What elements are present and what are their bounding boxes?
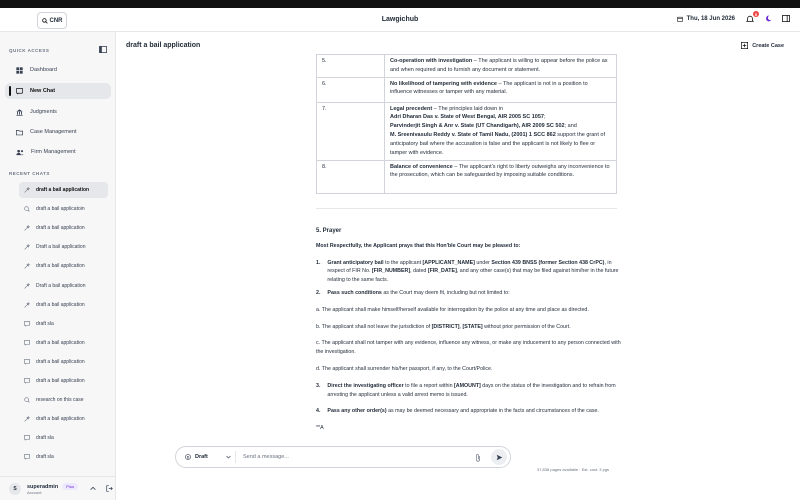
mode-label: Draft xyxy=(195,454,208,460)
pages-cost-info: 37,838 pages available · Est. cost: 3 pgs xyxy=(537,467,610,472)
search-doc-icon xyxy=(24,206,30,212)
item-span: under xyxy=(474,259,492,266)
draft-mode-icon xyxy=(185,454,191,460)
grounds-table xyxy=(316,54,617,194)
sidebar xyxy=(0,32,116,500)
prayer-intro: Most Respectfully, the Applicant prays that this Hon'ble Court may be pleased to: xyxy=(316,242,521,249)
recent-chat-item[interactable] xyxy=(19,297,108,313)
spark-icon xyxy=(24,263,30,269)
recent-chats-label: RECENT CHATS xyxy=(9,171,50,176)
item-text xyxy=(327,259,621,285)
item-bold: Pass any other order(s) xyxy=(327,408,387,415)
theme-toggle-button[interactable] xyxy=(765,15,772,24)
chat-icon xyxy=(24,378,30,384)
message-input[interactable]: Send a message... xyxy=(243,454,289,460)
search-doc-icon xyxy=(24,397,30,403)
bell-icon xyxy=(746,15,754,23)
condition-d: d. The applicant shall surrender his/her passport, if any, to the Court/Police. xyxy=(316,365,493,372)
row-text xyxy=(385,77,617,102)
recent-chat-label: Draft a bail application xyxy=(36,244,86,251)
sidebar-item-label: Firm Management xyxy=(31,149,76,155)
recent-chat-label: draft a bail application xyxy=(36,263,85,270)
users-icon xyxy=(16,149,24,156)
recent-chat-item[interactable] xyxy=(19,201,108,217)
recent-chat-label: draft a bail application xyxy=(36,339,85,346)
prayer-section xyxy=(316,227,621,433)
item-number: 4. xyxy=(316,408,321,415)
recent-chat-label: draft a bail application xyxy=(36,358,85,365)
item-span: to file a report within xyxy=(403,382,455,389)
spark-icon xyxy=(24,283,30,289)
item-bold: [APPLICANT_NAME] xyxy=(422,259,475,266)
item-bold: [FIR_DATE] xyxy=(427,268,457,275)
calendar-icon xyxy=(677,16,683,22)
bank-icon xyxy=(16,109,23,116)
app-title: Lawgichub xyxy=(381,16,419,23)
row-text xyxy=(385,160,617,193)
plan-badge: Plus xyxy=(62,483,78,490)
item-text xyxy=(327,289,509,298)
mode-select[interactable] xyxy=(185,451,236,463)
prayer-item xyxy=(316,289,621,298)
date-display xyxy=(677,16,735,22)
create-case-button[interactable] xyxy=(741,42,784,49)
recent-chat-label: draft sla xyxy=(36,435,54,442)
item-span: without prior permission of the Court. xyxy=(482,323,571,330)
document-table-area xyxy=(316,54,617,194)
item-text xyxy=(327,382,621,400)
row-text: Legal precedent – The principles laid down in Adri Dharan Das v. State of West Bengal, AIR 2005 SC 1057; Parvinderjit Singh & Anr v. State (UT Chandigarh), AIR 2009 SC 502; and M. Sreenivasulu Reddy v. State of Tamil Nadu, (2001) 1 SCC 862 support the grant of anticipatory bail where the accusation is false and the applicant is not likely to flee or tamper with evidence. xyxy=(385,102,617,160)
item-bold: Grant anticipatory bail xyxy=(327,259,384,266)
sidebar-item-new-chat[interactable] xyxy=(5,83,111,99)
prayer-item xyxy=(316,407,621,416)
case-citation: M. Sreenivasulu Reddy v. State of Tamil Nadu, (2001) 1 SCC 862 xyxy=(390,131,556,138)
trailing-text: **A xyxy=(316,425,324,432)
table-row xyxy=(317,160,617,193)
date-text: Thu, 18 Jun 2026 xyxy=(686,16,735,22)
item-bold: Pass such conditions xyxy=(327,289,382,296)
chevron-up-icon[interactable] xyxy=(90,486,96,491)
row-text xyxy=(385,55,617,78)
user-name: superadmin xyxy=(27,483,59,490)
item-bold: [DISTRICT] xyxy=(431,323,460,330)
chevron-down-icon xyxy=(226,455,231,459)
panel-icon xyxy=(782,15,790,22)
recent-chat-label: draft a bail application xyxy=(36,187,90,193)
row-heading: Co-operation with investigation xyxy=(390,58,473,64)
sidebar-item-label: New Chat xyxy=(30,88,56,94)
avatar: S xyxy=(9,483,21,495)
condition-c: c. The applicant shall not tamper with any evidence, influence any witness, or make any inducement to any person connected with the investigation. xyxy=(316,340,621,356)
top-header xyxy=(0,8,800,32)
notifications-button[interactable] xyxy=(745,11,758,24)
row-body: – The applicant is willing to appear before the police as and when required and to furnish any document or statement. xyxy=(390,58,608,73)
recent-chat-item[interactable] xyxy=(19,449,108,465)
row-heading: No likelihood of tampering with evidence xyxy=(390,80,497,87)
recent-chat-label: draft sla xyxy=(36,454,54,461)
table-row xyxy=(317,55,617,78)
spark-icon xyxy=(24,225,30,231)
notification-badge: 5 xyxy=(754,11,758,17)
recent-chat-label: draft a bail application xyxy=(36,378,85,384)
prayer-item xyxy=(316,382,621,400)
recent-chat-item[interactable] xyxy=(19,373,108,389)
send-icon xyxy=(496,454,503,461)
recent-chat-label: draft a bail application xyxy=(36,225,85,232)
section-divider xyxy=(316,208,617,209)
recent-chat-item[interactable] xyxy=(19,392,108,408)
row-heading: Balance of convenience xyxy=(390,163,453,170)
recent-chat-item[interactable] xyxy=(19,411,108,427)
chat-icon xyxy=(24,454,30,460)
folder-icon xyxy=(16,129,23,136)
moon-icon xyxy=(765,15,772,22)
item-span: days on the status of the investigation and to refrain from arresting the applicant unless a valid arrest memo is issued. xyxy=(327,382,616,398)
row-number: 7. xyxy=(317,102,385,160)
item-span: , in respect of FIR No. xyxy=(327,259,612,275)
spark-icon xyxy=(24,302,30,308)
item-bold: Section 439 BNSS (former Section 438 CrPC) xyxy=(491,259,605,266)
message-composer xyxy=(175,446,511,468)
recent-chat-label: draft sla xyxy=(36,320,54,327)
recent-chat-label: draft a bail applicatoin xyxy=(36,206,85,213)
condition-b xyxy=(316,323,621,332)
recent-chat-item[interactable] xyxy=(19,316,108,332)
quick-access-label: QUICK ACCESS xyxy=(9,48,50,53)
recent-chat-label: research on this case xyxy=(36,397,84,404)
cnr-label: CNR xyxy=(49,17,63,24)
chat-icon xyxy=(24,435,30,441)
sidebar-item-case-management[interactable] xyxy=(5,124,111,140)
account-label: Account xyxy=(27,489,42,495)
item-span: b. The applicant shall not leave the jurisdiction of xyxy=(316,323,432,330)
row-body: – The applicant's right to liberty outweighs any inconvenience to the prosecution, which can be safeguarded by imposing suitable conditions. xyxy=(390,163,610,179)
item-number: 1. xyxy=(316,259,321,266)
table-row xyxy=(317,102,617,160)
recent-chat-item[interactable] xyxy=(19,258,108,274)
chat-icon xyxy=(24,340,30,346)
top-strip xyxy=(0,0,800,8)
paperclip-icon[interactable] xyxy=(473,453,483,462)
chat-icon xyxy=(16,88,23,95)
row-heading: Legal precedent xyxy=(390,105,433,112)
item-text xyxy=(327,407,598,416)
row-number: 5. xyxy=(317,55,385,78)
recent-chat-label: draft a bail application xyxy=(36,416,85,423)
sidebar-item-label: Case Management xyxy=(30,129,77,135)
item-number: 2. xyxy=(316,289,321,296)
sidebar-item-dashboard[interactable] xyxy=(5,62,111,78)
recent-chat-label: draft a bail application xyxy=(36,301,85,308)
recent-chat-item[interactable] xyxy=(19,430,108,446)
table-row xyxy=(317,77,617,102)
item-span: , and any other case(s) that may be filed against him/her in the future relating to the same facts. xyxy=(327,268,619,284)
item-span: to the applicant xyxy=(383,259,423,266)
case-citation: Parvinderjit Singh & Anr v. State (UT Chandigarh), AIR 2009 SC 502 xyxy=(390,123,565,130)
item-bold: [FIR_NUMBER] xyxy=(371,268,411,275)
sidebar-item-label: Dashboard xyxy=(30,67,57,73)
row-number: 6. xyxy=(317,77,385,102)
prayer-item xyxy=(316,259,621,285)
item-bold: Direct the investigating officer xyxy=(327,382,404,389)
row-body: – The applicant is not in a position to influence witnesses or tamper with any material. xyxy=(390,80,588,96)
recent-chat-item[interactable] xyxy=(19,354,108,370)
case-citation: Adri Dharan Das v. State of West Bengal, AIR 2005 SC 1057 xyxy=(390,114,544,121)
recent-chat-item[interactable] xyxy=(19,182,108,198)
sidebar-item-label: Judgments xyxy=(30,109,57,115)
sidebar-collapse-icon[interactable] xyxy=(99,46,107,53)
item-bold: [AMOUNT] xyxy=(454,382,481,389)
sidebar-item-judgments[interactable] xyxy=(5,104,111,120)
recent-chat-item[interactable] xyxy=(19,335,108,351)
recent-chat-item[interactable] xyxy=(19,220,108,236)
send-button[interactable] xyxy=(491,449,507,465)
item-span: as may be deemed necessary and appropriate in the facts and circumstances of the case. xyxy=(386,408,599,415)
row-number: 8. xyxy=(317,160,385,193)
item-span: as the Court may deem fit, including but not limited to: xyxy=(381,289,510,296)
create-case-label: Create Case xyxy=(752,42,784,49)
condition-a: a. The applicant shall make himself/herself available for interrogation by the police at any time and place as directed. xyxy=(316,306,589,313)
svg-text:D: D xyxy=(186,455,190,460)
plus-square-icon xyxy=(741,42,748,49)
item-bold: [STATE] xyxy=(462,323,483,330)
item-number: 3. xyxy=(316,382,321,389)
item-span: , xyxy=(459,323,463,330)
recent-chat-label: Draft a bail application xyxy=(36,282,86,289)
spark-icon xyxy=(24,244,30,250)
logout-icon[interactable] xyxy=(106,485,113,492)
recent-chat-item[interactable] xyxy=(19,278,108,294)
sidebar-item-firm-management[interactable] xyxy=(5,144,111,160)
user-account[interactable] xyxy=(0,476,116,500)
grid-icon xyxy=(16,67,23,74)
page-title: draft a bail application xyxy=(126,42,201,49)
prayer-heading: 5. Prayer xyxy=(316,228,342,234)
row-body: – The principles laid down in xyxy=(432,105,504,112)
spark-icon xyxy=(24,187,30,193)
chat-icon xyxy=(24,359,30,365)
spark-icon xyxy=(24,416,30,422)
panel-toggle-button[interactable] xyxy=(782,15,790,24)
recent-chat-item[interactable] xyxy=(19,239,108,255)
item-span: , dated xyxy=(410,268,428,275)
main-content xyxy=(116,32,800,500)
row-body-tail: support the grant of anticipatory bail where the accusation is false and the applicant is not likely to flee or tamper with evidence. xyxy=(390,131,605,156)
chat-icon xyxy=(24,321,30,327)
